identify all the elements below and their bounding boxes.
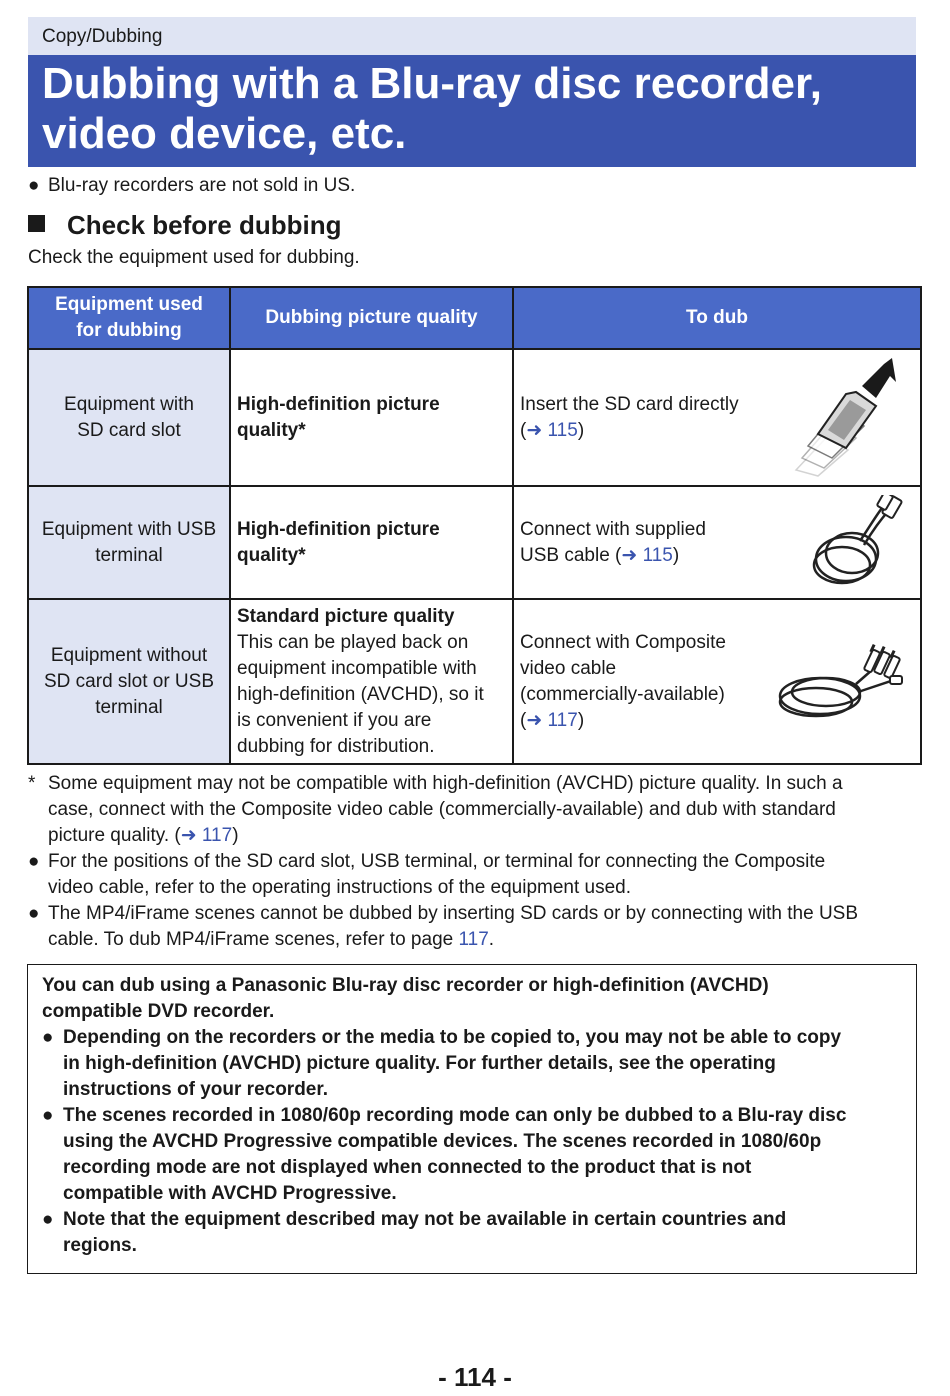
info-line: in high-definition (AVCHD) picture quality. For further details, see the operating: [63, 1053, 776, 1074]
info-line: instructions of your recorder.: [63, 1079, 328, 1100]
info-line: compatible with AVCHD Progressive.: [63, 1183, 397, 1204]
dub-line: [520, 418, 914, 444]
dub-line: Insert the SD card directly: [520, 393, 739, 415]
section-heading-text: Check before dubbing: [67, 210, 342, 240]
dub-paren: ): [577, 709, 585, 731]
quality-line: dubbing for distribution.: [237, 735, 435, 757]
page-ref-link-115[interactable]: ➜ 115: [526, 419, 578, 441]
equipment-cell: [28, 349, 230, 486]
page-link-117[interactable]: 117: [458, 929, 489, 950]
table-row: [28, 349, 921, 486]
info-line: The scenes recorded in 1080/60p recording mode can only be dubbed to a Blu-ray disc: [63, 1105, 847, 1126]
equipment-line: Equipment with: [64, 393, 194, 415]
info-bullet: [42, 1103, 902, 1207]
page-ref-link-115[interactable]: ➜ 115: [621, 544, 673, 566]
footnote-line: Some equipment may not be compatible with high-definition (AVCHD) picture quality. In such a: [48, 773, 843, 794]
to-dub-cell: [513, 599, 921, 764]
to-dub-cell: [513, 486, 921, 599]
footnote-text: picture quality. (: [48, 825, 181, 846]
dub-text: USB cable (: [520, 544, 622, 566]
equipment-table: [27, 286, 922, 765]
bullet-icon: ●: [42, 1105, 54, 1126]
info-intro-line: compatible DVD recorder.: [42, 1001, 275, 1022]
quality-line: equipment incompatible with: [237, 657, 477, 679]
info-line: using the AVCHD Progressive compatible devices. The scenes recorded in 1080/60p: [63, 1131, 822, 1152]
header-equipment: [28, 287, 230, 349]
note-line: [48, 927, 918, 953]
info-line: Depending on the recorders or the media to be copied to, you may not be able to copy: [63, 1027, 842, 1048]
quality-cell: [230, 349, 513, 486]
quality-line: High-definition picture: [237, 518, 440, 540]
info-intro-line: You can dub using a Panasonic Blu-ray disc recorder or high-definition (AVCHD): [42, 975, 769, 996]
note-text: .: [488, 929, 495, 950]
info-line: recording mode are not displayed when connected to the product that is not: [63, 1157, 752, 1178]
note-bullet: [28, 901, 918, 953]
dub-paren: (: [520, 419, 527, 441]
quality-line: quality*: [237, 544, 306, 566]
page-title-line-1: Dubbing with a Blu-ray disc recorder,: [42, 59, 822, 108]
quality-line: quality*: [237, 419, 306, 441]
header-equipment-line-2: for dubbing: [76, 320, 182, 341]
bullet-icon: ●: [28, 851, 40, 872]
page-ref-link-117[interactable]: ➜ 117: [180, 825, 233, 846]
equipment-cell: [28, 599, 230, 764]
header-quality: Dubbing picture quality: [230, 287, 513, 349]
dub-line: Connect with Composite: [520, 631, 726, 653]
page-title-line-2: video device, etc.: [42, 109, 407, 158]
header-to-dub: To dub: [513, 287, 921, 349]
quality-line: is convenient if you are: [237, 709, 432, 731]
dub-paren: ): [672, 544, 680, 566]
section-intro: Check the equipment used for dubbing.: [28, 247, 360, 268]
header-equipment-line-1: Equipment used: [55, 294, 203, 315]
bullet-icon: ●: [42, 1209, 54, 1230]
asterisk-mark: *: [28, 773, 36, 794]
quality-cell: [230, 486, 513, 599]
top-note-text: Blu-ray recorders are not sold in US.: [48, 175, 356, 196]
equipment-line: SD card slot: [77, 419, 181, 441]
info-line: regions.: [63, 1235, 137, 1256]
note-text: cable. To dub MP4/iFrame scenes, refer to page: [48, 929, 459, 950]
info-bullet: [42, 1207, 902, 1259]
to-dub-cell: [513, 349, 921, 486]
dub-line: (commercially-available): [520, 683, 725, 705]
dub-line: [520, 543, 914, 569]
section-heading: [28, 210, 341, 241]
note-line: For the positions of the SD card slot, USB terminal, or terminal for connecting the Composite: [48, 851, 826, 872]
bullet-icon: ●: [28, 175, 40, 196]
quality-line: high-definition (AVCHD), so it: [237, 683, 484, 705]
info-line: Note that the equipment described may not be available in certain countries and: [63, 1209, 787, 1230]
table-row: [28, 486, 921, 599]
dub-line: video cable: [520, 657, 617, 679]
dub-paren: (: [520, 709, 527, 731]
bullet-icon: ●: [42, 1027, 54, 1048]
footnote: [28, 771, 918, 849]
quality-cell: [230, 599, 513, 764]
equipment-line: Equipment with USB: [41, 518, 217, 540]
info-box: [27, 964, 917, 1274]
footnote-paren: ): [232, 825, 239, 846]
equipment-line: terminal: [95, 696, 163, 718]
note-bullet: [28, 849, 918, 901]
top-note: [28, 175, 355, 197]
dub-line: [520, 708, 914, 734]
breadcrumb: Copy/Dubbing: [28, 17, 916, 55]
note-line: The MP4/iFrame scenes cannot be dubbed by inserting SD cards or by connecting with the USB: [48, 903, 859, 924]
footnotes: [28, 771, 918, 953]
equipment-cell: [28, 486, 230, 599]
page-ref-link-117[interactable]: ➜ 117: [526, 709, 578, 731]
bullet-icon: ●: [28, 903, 40, 924]
table-row: [28, 599, 921, 764]
note-line: video cable, refer to the operating instructions of the equipment used.: [48, 877, 632, 898]
quality-line: This can be played back on: [237, 631, 469, 653]
equipment-line: terminal: [95, 544, 163, 566]
table-header-row: [28, 287, 921, 349]
info-bullet: [42, 1025, 902, 1103]
dub-line: Connect with supplied: [520, 518, 706, 540]
footnote-line: [48, 823, 918, 849]
dub-paren: ): [577, 419, 585, 441]
equipment-line: Equipment without: [50, 644, 208, 666]
quality-line: High-definition picture: [237, 393, 440, 415]
page-number: - 114 -: [438, 1362, 512, 1392]
square-bullet-icon: [28, 215, 45, 232]
footnote-line: case, connect with the Composite video cable (commercially-available) and dub with standard: [48, 799, 836, 820]
equipment-line: SD card slot or USB: [44, 670, 214, 692]
quality-heading: Standard picture quality: [237, 605, 455, 627]
page-title: [28, 55, 916, 167]
